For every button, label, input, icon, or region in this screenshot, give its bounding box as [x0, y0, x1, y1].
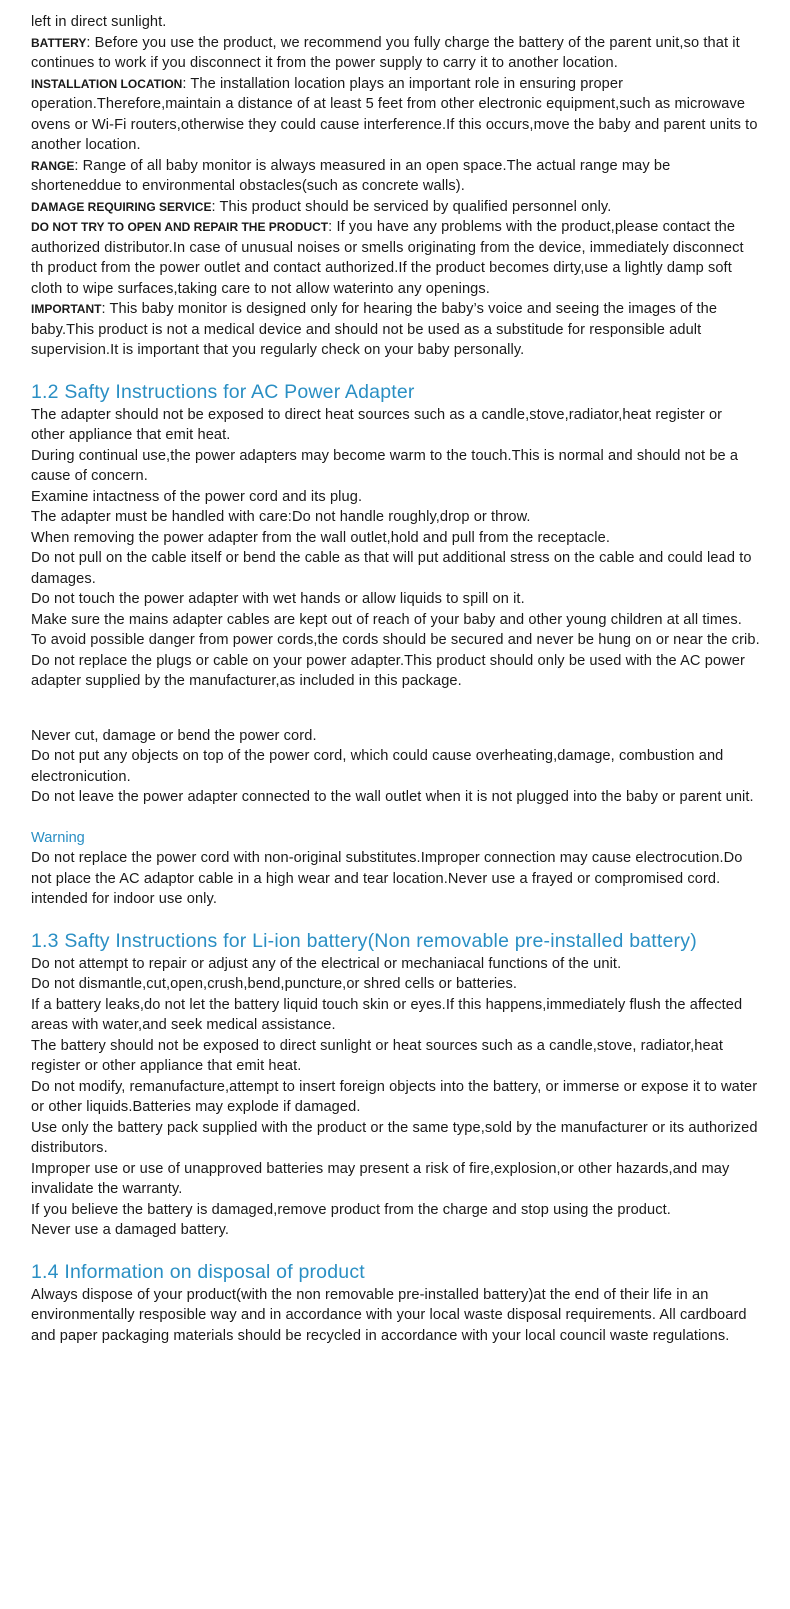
intro-item-important — [31, 299, 760, 361]
section-1-2-paragraph: Examine intactness of the power cord and its plug. — [31, 488, 363, 505]
section-1-2-cord-paragraph: Do not leave the power adapter connected to the wall outlet when it is not plugged into the baby or parent unit. — [31, 789, 754, 805]
section-1-3-paragraph: Do not dismantle,cut,open,crush,bend,puncture,or shred cells or batteries. — [31, 976, 518, 992]
intro-item-text: : This product should be serviced by qualified personnel only. — [211, 198, 612, 215]
section-1-2-heading: 1.2 Safty Instructions for AC Power Adapter — [31, 380, 415, 403]
intro-tail: left in direct sunlight. — [31, 14, 167, 30]
section-1-2-paragraph: Do not replace the plugs or cable on your power adapter.This product should only be used with the AC power adapter supplied by the manufacturer,as included in this package. — [31, 652, 745, 689]
section-1-3-paragraph: Never use a damaged battery. — [31, 1222, 230, 1238]
section-1-2-paragraph: Do not pull on the cable itself or bend the cable as that will put additional stress on the cable and could lead to damages. — [31, 550, 752, 587]
section-1-3-paragraph: The battery should not be exposed to direct sunlight or heat sources such as a candle,stove, radiator,heat register or other appliance that emit heat. — [31, 1037, 724, 1074]
section-1-3-paragraph: If you believe the battery is damaged,remove product from the charge and stop using the product. — [31, 1201, 671, 1218]
intro-item-damage-requiring-service — [31, 197, 760, 218]
intro-item-do-not-repair — [31, 217, 760, 299]
section-1-4-paragraph: Always dispose of your product(with the non removable pre-installed battery)at the end of their life in an environmentally resposible way and in accordance with your local waste disposal requirements. All cardboard and paper packaging materials should be recycled in accordance with your local council waste regulations. — [31, 1286, 747, 1344]
intro-item-label: DO NOT TRY TO OPEN AND REPAIR THE PRODUCT — [31, 220, 329, 234]
intro-item-label: IMPORTANT — [31, 302, 102, 316]
section-1-2-cord-paragraph: Do not put any objects on top of the power cord, which could cause overheating,damage, combustion and electronicution. — [31, 748, 724, 785]
intro-item-range — [31, 156, 760, 197]
section-1-2-paragraph: The adapter should not be exposed to direct heat sources such as a candle,stove,radiator,heat register or other appliance that emit heat. — [31, 406, 723, 443]
section-1-2-paragraph: During continual use,the power adapters may become warm to the touch.This is normal and should not be a cause of concern. — [31, 447, 739, 484]
section-1-4-heading: 1.4 Information on disposal of product — [31, 1260, 365, 1283]
intro-item-label: RANGE — [31, 158, 75, 173]
warning-label: Warning — [31, 829, 85, 846]
section-1-3-paragraph: Do not modify, remanufacture,attempt to insert foreign objects into the battery, or immerse or expose it to water or other liquids.Batteries may explode if damaged. — [31, 1078, 758, 1115]
intro-item-text: : Before you use the product, we recommend you fully charge the battery of the parent unit,so that it continues to work if you disconnect it from the power supply to carry it to another location. — [31, 34, 740, 71]
section-1-3-paragraph: Do not attempt to repair or adjust any of the electrical or mechaniacal functions of the unit. — [31, 955, 622, 972]
section-1-3-paragraph: Use only the battery pack supplied with the product or the same type,sold by the manufacturer or its authorized distributors. — [31, 1119, 758, 1156]
intro-item-installation-location — [31, 74, 760, 156]
section-1-2-paragraph: To avoid possible danger from power cords,the cords should be secured and never be hung on or near the crib. — [31, 632, 760, 648]
intro-item-label: BATTERY — [31, 35, 87, 50]
section-1-2-paragraph: Do not touch the power adapter with wet hands or allow liquids to spill on it. — [31, 591, 525, 607]
intro-item-text: : Range of all baby monitor is always measured in an open space.The actual range may be shorteneddue to environmental obstacles(such as concrete walls). — [31, 157, 671, 194]
section-1-2-paragraph: The adapter must be handled with care:Do not handle roughly,drop or throw. — [31, 509, 531, 525]
intro-item-text: : The installation location plays an important role in ensuring proper operation.Therefore,maintain a distance of at least 5 feet from other electronic equipment,such as microwave ovens or Wi-Fi routers,otherwise they could cause interference.If this occurs,move the baby and parent units to another location. — [31, 75, 758, 153]
section-1-2-cord-paragraph: Never cut, damage or bend the power cord. — [31, 727, 317, 744]
section-1-2-paragraph: When removing the power adapter from the wall outlet,hold and pull from the receptacle. — [31, 529, 610, 546]
section-1-3-heading: 1.3 Safty Instructions for Li-ion battery(Non removable pre-installed battery) — [31, 929, 697, 952]
intro-item-text: : This baby monitor is designed only for hearing the baby’s voice and seeing the images of the baby.This product is not a medical device and should not be used as a substitude for responsible adult supervision.It is important that you regularly check on your baby personally. — [31, 301, 718, 358]
warning-paragraph: Do not replace the power cord with non-original substitutes.Improper connection may cause electrocution.Do not place the AC adaptor cable in a high wear and tear location.Never use a frayed or compromised cord. — [31, 850, 743, 887]
intro-item-label: INSTALLATION LOCATION — [31, 76, 183, 91]
warning-paragraph: intended for indoor use only. — [31, 891, 217, 907]
intro-item-battery — [31, 33, 760, 74]
section-1-2-paragraph: Make sure the mains adapter cables are kept out of reach of your baby and other young children at all times. — [31, 611, 742, 628]
section-1-3-paragraph: Improper use or use of unapproved batteries may present a risk of fire,explosion,or other hazards,and may invalidate the warranty. — [31, 1160, 730, 1197]
section-1-3-paragraph: If a battery leaks,do not let the battery liquid touch skin or eyes.If this happens,immediately flush the affected areas with water,and seek medical assistance. — [31, 996, 743, 1033]
intro-item-label: DAMAGE REQUIRING SERVICE — [31, 199, 212, 214]
intro-item-text: : If you have any problems with the product,please contact the authorized distributor.In case of unusual noises or smells originating from the device, immediately disconnect th product from the power outlet and contact authorized.If the product becomes dirty,use a lightly damp soft cloth to wipe surfaces,taking care to not allow waterinto any openings. — [31, 219, 744, 297]
